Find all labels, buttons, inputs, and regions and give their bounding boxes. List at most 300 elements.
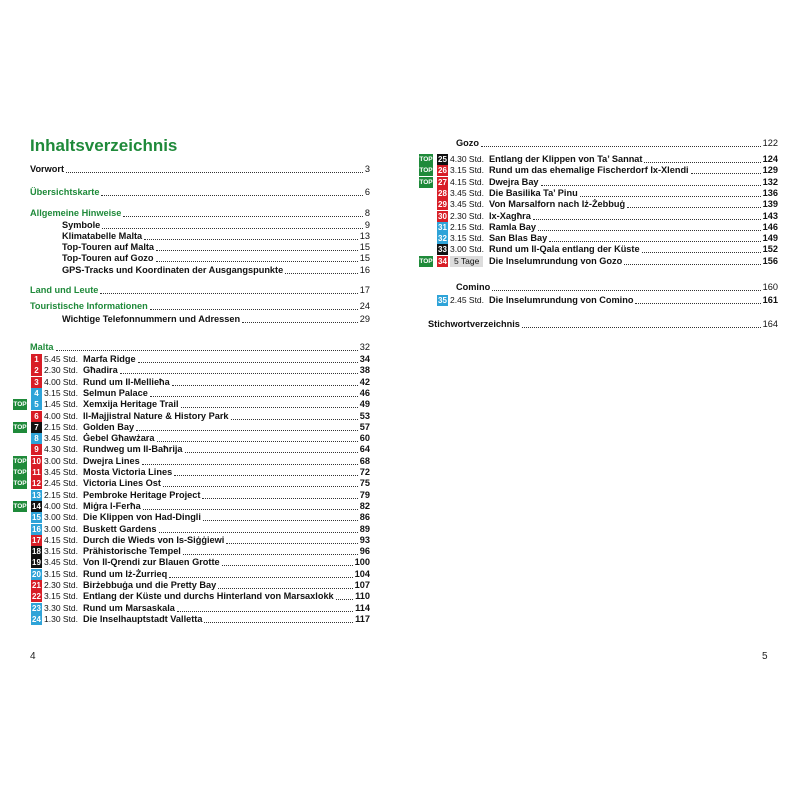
tour-duration: 3.15 Std. bbox=[450, 233, 485, 244]
dot-leader bbox=[142, 464, 358, 465]
tour-title-line bbox=[489, 243, 778, 255]
tour-title-line bbox=[83, 489, 370, 501]
tour-name: Von Il-Qrendi zur Blauen Grotte bbox=[83, 557, 220, 568]
tour-number-badge: 2 bbox=[31, 365, 42, 376]
tour-number-badge: 33 bbox=[438, 245, 447, 255]
tour-row-34[interactable] bbox=[419, 255, 778, 267]
section-gozo[interactable] bbox=[456, 137, 778, 149]
tour-row-30[interactable] bbox=[419, 210, 778, 222]
tour-name: Golden Bay bbox=[83, 421, 135, 432]
tour-row-15[interactable] bbox=[13, 511, 370, 523]
tour-row-21[interactable] bbox=[13, 579, 370, 591]
tour-name: Durch die Wieds von Is-Siġġiewi bbox=[83, 534, 225, 545]
tour-page: 96 bbox=[359, 546, 370, 557]
tour-row-3[interactable] bbox=[13, 376, 370, 388]
tour-page: 79 bbox=[359, 489, 370, 500]
tour-title-line bbox=[489, 294, 778, 306]
tour-number-badge: 12 bbox=[32, 479, 41, 489]
tour-number-badge: 9 bbox=[31, 444, 42, 455]
dot-leader bbox=[635, 303, 760, 304]
tour-title-line bbox=[489, 210, 778, 222]
tour-name: Victoria Lines Ost bbox=[83, 478, 161, 489]
tour-duration: 3.00 Std. bbox=[44, 455, 79, 466]
tour-page: 68 bbox=[359, 455, 370, 466]
tour-title-line bbox=[83, 410, 370, 422]
toc-entry-1[interactable] bbox=[30, 186, 370, 198]
tour-number-badge: 18 bbox=[32, 547, 41, 557]
tour-row-28[interactable] bbox=[419, 187, 778, 199]
section-comino-page: 160 bbox=[762, 282, 778, 292]
tour-name: Dwejra Lines bbox=[83, 455, 140, 466]
tour-row-10[interactable] bbox=[13, 455, 370, 467]
dot-leader bbox=[181, 407, 358, 408]
section-index[interactable] bbox=[428, 318, 778, 330]
tour-name: Prähistorische Tempel bbox=[83, 546, 181, 557]
top-tour-badge: TOP bbox=[13, 401, 27, 409]
tour-row-25[interactable] bbox=[419, 153, 778, 165]
top-tour-badge: TOP bbox=[13, 480, 27, 488]
dot-leader bbox=[177, 611, 353, 612]
tour-number-badge: 10 bbox=[32, 456, 41, 466]
tour-title-line bbox=[489, 232, 778, 244]
toc-entry-5-label: Top-Touren auf Malta bbox=[62, 242, 155, 252]
section-comino-label: Comino bbox=[456, 282, 491, 292]
toc-entry-10-page: 29 bbox=[359, 314, 370, 324]
tour-duration: 2.15 Std. bbox=[44, 421, 79, 432]
tour-page: 124 bbox=[762, 154, 778, 164]
tour-row-16[interactable] bbox=[13, 523, 370, 535]
tour-name: Dwejra Bay bbox=[489, 176, 539, 187]
tour-page: 75 bbox=[359, 478, 370, 489]
tour-number-badge: 19 bbox=[32, 558, 41, 568]
tour-row-31[interactable] bbox=[419, 221, 778, 233]
tour-title-line bbox=[83, 421, 370, 433]
tour-name: Marfa Ridge bbox=[83, 354, 136, 364]
toc-entry-2-label: Allgemeine Hinweise bbox=[30, 208, 122, 218]
tour-row-23[interactable] bbox=[13, 602, 370, 614]
dot-leader bbox=[481, 146, 761, 147]
tour-number-badge: 32 bbox=[438, 234, 447, 244]
dot-leader bbox=[691, 173, 761, 174]
tour-number-badge: 27 bbox=[438, 177, 447, 187]
right-page bbox=[400, 0, 800, 800]
tour-name: Rund um das ehemalige Fischerdorf Ix-Xlendi bbox=[489, 165, 689, 176]
tour-duration: 3.15 Std. bbox=[450, 165, 485, 176]
tour-row-6[interactable] bbox=[13, 410, 370, 422]
tour-duration: 3.00 Std. bbox=[44, 512, 79, 523]
tour-name: Għadira bbox=[83, 365, 118, 376]
dot-leader bbox=[102, 228, 363, 229]
tour-duration: 3.30 Std. bbox=[44, 602, 79, 613]
tour-number-badge: 17 bbox=[32, 535, 41, 545]
tour-title-line bbox=[489, 198, 778, 210]
tour-row-24[interactable] bbox=[13, 613, 370, 625]
toc-entry-7-label: GPS-Tracks und Koordinaten der Ausgangspunkte bbox=[62, 265, 284, 275]
tour-number-badge: 31 bbox=[438, 222, 447, 232]
section-gozo-page: 122 bbox=[762, 138, 778, 148]
tour-name: Entlang der Klippen von Ta’ Sannat bbox=[489, 154, 643, 164]
tour-number-badge: 28 bbox=[438, 188, 447, 198]
tour-title-line bbox=[489, 153, 778, 165]
top-tour-badge: TOP bbox=[13, 457, 27, 465]
tour-duration: 5 Tage bbox=[450, 256, 483, 267]
tour-number-badge: 29 bbox=[438, 200, 447, 210]
dot-leader bbox=[627, 207, 761, 208]
top-tour-badge: TOP bbox=[13, 469, 27, 476]
tour-duration: 2.15 Std. bbox=[44, 489, 79, 500]
dot-leader bbox=[242, 322, 358, 323]
tour-row-2[interactable] bbox=[13, 364, 370, 376]
tour-page: 34 bbox=[359, 354, 370, 364]
tour-title-line bbox=[83, 568, 370, 580]
tour-name: Birżebbuġa und die Pretty Bay bbox=[83, 580, 217, 590]
tour-number-badge: 35 bbox=[438, 296, 447, 305]
dot-leader bbox=[157, 441, 358, 442]
tour-duration: 1.30 Std. bbox=[44, 613, 79, 624]
tour-row-9[interactable] bbox=[13, 443, 370, 455]
tour-row-13[interactable] bbox=[13, 489, 370, 501]
tour-title-line bbox=[83, 523, 370, 535]
tour-duration: 5.45 Std. bbox=[44, 354, 79, 364]
tour-page: 161 bbox=[762, 295, 778, 305]
tour-page: 60 bbox=[359, 433, 370, 444]
toc-entry-6-label: Top-Touren auf Gozo bbox=[62, 253, 154, 263]
dot-leader bbox=[204, 622, 353, 623]
tour-duration: 3.45 Std. bbox=[450, 187, 485, 198]
tour-title-line bbox=[83, 511, 370, 523]
tour-row-18[interactable] bbox=[13, 545, 370, 557]
dot-leader bbox=[163, 486, 358, 487]
tour-page: 64 bbox=[359, 444, 370, 455]
tour-name: San Blas Bay bbox=[489, 233, 548, 244]
dot-leader bbox=[285, 273, 358, 274]
toc-entry-4-label: Klimatabelle Malta bbox=[62, 231, 143, 241]
section-gozo-label: Gozo bbox=[456, 138, 479, 148]
toc-entry-0-label: Vorwort bbox=[30, 164, 65, 174]
tour-duration: 4.15 Std. bbox=[450, 176, 485, 187]
dot-leader bbox=[150, 309, 358, 310]
tour-duration: 2.30 Std. bbox=[44, 580, 79, 590]
tour-duration: 3.00 Std. bbox=[44, 523, 79, 534]
tour-title-line bbox=[83, 556, 370, 568]
dot-leader bbox=[522, 327, 761, 328]
tour-duration: 1.45 Std. bbox=[44, 399, 79, 410]
dot-leader bbox=[642, 252, 761, 253]
dot-leader bbox=[143, 509, 358, 510]
tour-row-4[interactable] bbox=[13, 387, 370, 399]
top-tour-badge: TOP bbox=[13, 423, 27, 431]
dot-leader bbox=[222, 565, 353, 566]
tour-duration: 3.15 Std. bbox=[44, 546, 79, 557]
tour-title-line bbox=[83, 432, 370, 444]
tour-name: Ix-Xagħra bbox=[489, 210, 531, 221]
toc-entry-2-page: 8 bbox=[364, 208, 370, 218]
dot-leader bbox=[185, 452, 358, 453]
toc-entry-9[interactable] bbox=[30, 300, 370, 312]
tour-name: Buskett Gardens bbox=[83, 523, 157, 534]
toc-entry-1-label: Übersichtskarte bbox=[30, 187, 100, 197]
tour-name: Die Klippen von Had-Dingli bbox=[83, 512, 201, 523]
toc-entry-3-page: 9 bbox=[364, 220, 370, 230]
tour-page: 156 bbox=[762, 255, 778, 266]
tour-number-badge: 21 bbox=[32, 581, 41, 590]
tour-number-badge: 24 bbox=[32, 614, 41, 624]
dot-leader bbox=[169, 577, 352, 578]
dot-leader bbox=[541, 185, 761, 186]
tour-page: 107 bbox=[354, 580, 370, 590]
tour-page: 117 bbox=[355, 613, 370, 624]
tour-page: 57 bbox=[359, 421, 370, 432]
dot-leader bbox=[624, 264, 760, 265]
tour-duration: 3.00 Std. bbox=[450, 244, 485, 255]
tour-name: Rund um Marsaskala bbox=[83, 602, 175, 613]
tour-duration: 3.45 Std. bbox=[44, 467, 79, 477]
dot-leader bbox=[136, 430, 358, 431]
dot-leader bbox=[538, 230, 761, 231]
tour-duration: 3.45 Std. bbox=[44, 557, 79, 568]
toc-entry-0-page: 3 bbox=[364, 164, 370, 174]
tour-number-badge: 22 bbox=[32, 592, 41, 602]
tour-title-line bbox=[489, 164, 778, 176]
toc-entry-6[interactable] bbox=[62, 252, 370, 264]
tour-page: 139 bbox=[762, 199, 778, 210]
dot-leader bbox=[203, 520, 358, 521]
tour-page: 132 bbox=[762, 176, 778, 187]
tour-row-5[interactable] bbox=[13, 398, 370, 410]
toc-entry-5-page: 15 bbox=[359, 242, 370, 252]
tour-name: Rund um Il-Mellieħa bbox=[83, 376, 170, 387]
tour-number-badge: 8 bbox=[31, 433, 42, 444]
tour-number-badge: 25 bbox=[438, 155, 447, 164]
tour-number-badge: 13 bbox=[32, 490, 41, 500]
toc-entry-0[interactable] bbox=[30, 163, 370, 175]
tour-duration: 4.15 Std. bbox=[44, 534, 79, 545]
toc-entry-7-page: 16 bbox=[359, 265, 370, 275]
dot-leader bbox=[183, 554, 358, 555]
tour-number-badge: 23 bbox=[32, 603, 41, 613]
tour-page: 143 bbox=[762, 210, 778, 221]
toc-title: Inhaltsverzeichnis bbox=[30, 136, 178, 155]
tour-row-17[interactable] bbox=[13, 534, 370, 546]
tour-duration: 2.45 Std. bbox=[44, 478, 79, 489]
dot-leader bbox=[56, 350, 358, 351]
tour-title-line bbox=[83, 364, 370, 376]
tour-name: Ġebel Għawżara bbox=[83, 433, 155, 444]
tour-row-29[interactable] bbox=[419, 198, 778, 210]
toc-entry-10-label: Wichtige Telefonnummern und Adressen bbox=[62, 314, 241, 324]
tour-title-line bbox=[489, 255, 778, 267]
tour-page: 42 bbox=[359, 376, 370, 387]
tour-row-32[interactable] bbox=[419, 232, 778, 244]
tour-title-line bbox=[83, 602, 370, 614]
dot-leader bbox=[172, 385, 358, 386]
dot-leader bbox=[100, 293, 357, 294]
dot-leader bbox=[336, 599, 354, 600]
dot-leader bbox=[533, 219, 761, 220]
tour-row-22[interactable] bbox=[13, 590, 370, 602]
tour-name: Selmun Palace bbox=[83, 387, 148, 398]
dot-leader bbox=[492, 290, 760, 291]
tour-duration: 3.15 Std. bbox=[44, 568, 79, 579]
tour-title-line bbox=[83, 613, 370, 625]
tour-page: 86 bbox=[359, 512, 370, 523]
tour-duration: 4.30 Std. bbox=[44, 444, 79, 455]
dot-leader bbox=[549, 241, 760, 242]
dot-leader bbox=[150, 396, 358, 397]
toc-entry-8-label: Land und Leute bbox=[30, 285, 99, 295]
tour-title-line bbox=[83, 387, 370, 399]
toc-entry-6-page: 15 bbox=[359, 253, 370, 263]
top-tour-badge: TOP bbox=[13, 502, 27, 510]
tour-page: 89 bbox=[359, 523, 370, 534]
tour-title-line bbox=[83, 579, 370, 591]
tour-name: Die Basilika Ta’ Pinu bbox=[489, 187, 578, 198]
dot-leader bbox=[226, 543, 357, 544]
tour-title-line bbox=[83, 466, 370, 478]
toc-entry-8[interactable] bbox=[30, 284, 370, 296]
dot-leader bbox=[66, 172, 363, 173]
section-comino[interactable] bbox=[456, 281, 778, 293]
tour-page: 49 bbox=[359, 399, 370, 410]
dot-leader bbox=[123, 216, 362, 217]
dot-leader bbox=[144, 239, 358, 240]
tour-title-line bbox=[83, 376, 370, 388]
tour-title-line bbox=[83, 545, 370, 557]
tour-page: 129 bbox=[762, 165, 778, 176]
tour-title-line bbox=[83, 500, 370, 512]
tour-duration: 2.45 Std. bbox=[450, 295, 485, 305]
tour-duration: 3.45 Std. bbox=[450, 199, 485, 210]
tour-page: 146 bbox=[762, 221, 778, 232]
dot-leader bbox=[202, 498, 357, 499]
toc-entry-1-page: 6 bbox=[364, 187, 370, 197]
tour-page: 82 bbox=[359, 500, 370, 511]
tour-title-line bbox=[489, 221, 778, 233]
tour-title-line bbox=[83, 443, 370, 455]
tour-page: 136 bbox=[762, 187, 778, 198]
tour-row-14[interactable] bbox=[13, 500, 370, 512]
tour-number-badge: 15 bbox=[32, 513, 41, 523]
tour-row-33[interactable] bbox=[419, 243, 778, 255]
tour-number-badge: 20 bbox=[32, 569, 41, 579]
tour-title-line bbox=[489, 187, 778, 199]
tour-duration: 4.00 Std. bbox=[44, 376, 79, 387]
dot-leader bbox=[644, 162, 760, 163]
tour-name: Mosta Victoria Lines bbox=[83, 467, 173, 477]
top-tour-badge: TOP bbox=[419, 156, 433, 163]
tour-number-badge: 16 bbox=[32, 524, 41, 534]
dot-leader bbox=[156, 250, 358, 251]
toc-entry-8-page: 17 bbox=[359, 285, 370, 295]
tour-title-line bbox=[83, 590, 370, 602]
tour-duration: 4.00 Std. bbox=[44, 500, 79, 511]
tour-row-27[interactable] bbox=[419, 176, 778, 188]
tour-number-badge: 6 bbox=[31, 411, 42, 422]
tour-title-line bbox=[83, 398, 370, 410]
tour-page: 114 bbox=[355, 602, 370, 613]
tour-name: Miġra l-Ferħa bbox=[83, 500, 141, 511]
toc-entry-7[interactable] bbox=[62, 264, 370, 276]
toc-entry-9-label: Touristische Informationen bbox=[30, 301, 148, 311]
toc-entry-11[interactable] bbox=[30, 341, 370, 353]
top-tour-badge: TOP bbox=[419, 257, 433, 265]
tour-number-badge: 34 bbox=[438, 256, 447, 266]
tour-name: Entlang der Küste und durchs Hinterland von Marsaxlokk bbox=[83, 591, 334, 602]
tour-name: Die Inselumrundung von Gozo bbox=[489, 255, 623, 266]
tour-row-8[interactable] bbox=[13, 432, 370, 444]
tour-name: Rund um Iż-Żurrieq bbox=[83, 568, 168, 579]
toc-entry-11-label: Malta bbox=[30, 342, 54, 352]
section-index-label: Stichwortverzeichnis bbox=[428, 319, 520, 329]
page-number-left: 4 bbox=[30, 651, 36, 662]
tour-row-11[interactable] bbox=[13, 466, 370, 478]
tour-page: 104 bbox=[354, 568, 370, 579]
tour-page: 93 bbox=[359, 534, 370, 545]
dot-leader bbox=[101, 195, 362, 196]
dot-leader bbox=[156, 261, 358, 262]
tour-row-7[interactable] bbox=[13, 421, 370, 433]
toc-entry-9-page: 24 bbox=[359, 301, 370, 311]
tour-row-12[interactable] bbox=[13, 477, 370, 489]
tour-title-line bbox=[83, 477, 370, 489]
dot-leader bbox=[231, 419, 358, 420]
dot-leader bbox=[580, 196, 761, 197]
tour-page: 152 bbox=[762, 244, 778, 255]
tour-number-badge: 7 bbox=[31, 422, 42, 433]
tour-title-line bbox=[489, 176, 778, 188]
dot-leader bbox=[159, 532, 358, 533]
dot-leader bbox=[218, 588, 352, 589]
tour-row-1[interactable] bbox=[13, 353, 370, 365]
tour-page: 72 bbox=[359, 467, 370, 477]
tour-row-26[interactable] bbox=[419, 164, 778, 176]
tour-number-badge: 3 bbox=[31, 377, 42, 388]
tour-number-badge: 14 bbox=[32, 501, 41, 511]
tour-row-35[interactable] bbox=[419, 294, 778, 306]
tour-number-badge: 30 bbox=[438, 211, 447, 221]
tour-page: 53 bbox=[359, 410, 370, 421]
toc-entry-2[interactable] bbox=[30, 207, 370, 219]
toc-entry-10[interactable] bbox=[62, 313, 370, 325]
toc-entry-11-page: 32 bbox=[359, 342, 370, 352]
tour-title-line bbox=[83, 534, 370, 546]
tour-page: 149 bbox=[762, 233, 778, 244]
tour-name: Xemxija Heritage Trail bbox=[83, 399, 179, 410]
tour-row-20[interactable] bbox=[13, 568, 370, 580]
tour-number-badge: 11 bbox=[32, 468, 41, 477]
tour-duration: 2.30 Std. bbox=[450, 210, 485, 221]
tour-name: Von Marsalforn nach Iż-Żebbuġ bbox=[489, 199, 626, 210]
tour-duration: 3.15 Std. bbox=[44, 591, 79, 602]
toc-entry-3-label: Symbole bbox=[62, 220, 101, 230]
tour-number-badge: 5 bbox=[31, 399, 42, 410]
tour-duration: 3.45 Std. bbox=[44, 433, 79, 444]
tour-title-line bbox=[83, 353, 370, 365]
tour-duration: 4.30 Std. bbox=[450, 154, 485, 164]
tour-number-badge: 4 bbox=[31, 388, 42, 399]
tour-duration: 2.15 Std. bbox=[450, 221, 485, 232]
tour-name: Pembroke Heritage Project bbox=[83, 489, 201, 500]
tour-name: Die Inselhauptstadt Valletta bbox=[83, 613, 203, 624]
dot-leader bbox=[174, 475, 358, 476]
tour-duration: 4.00 Std. bbox=[44, 410, 79, 421]
tour-name: Ramla Bay bbox=[489, 221, 536, 232]
tour-page: 100 bbox=[354, 557, 370, 568]
tour-row-19[interactable] bbox=[13, 556, 370, 568]
tour-page: 38 bbox=[359, 365, 370, 376]
tour-page: 110 bbox=[355, 591, 370, 602]
tour-name: Rundweg um Il-Baħrija bbox=[83, 444, 183, 455]
